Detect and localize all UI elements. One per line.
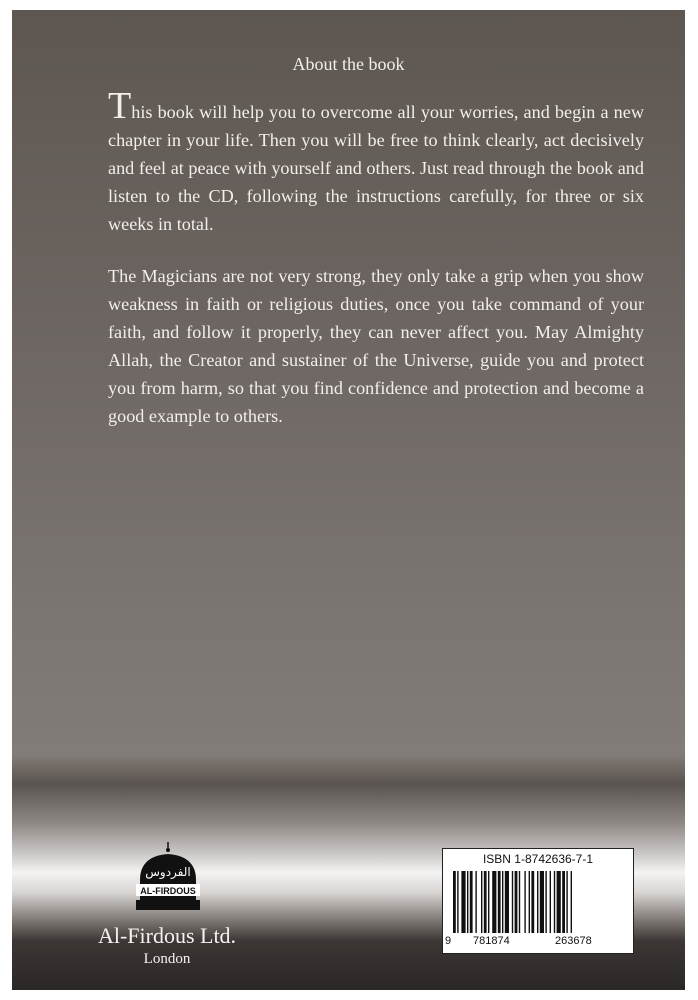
logo-latin: AL-FIRDOUS: [140, 886, 196, 896]
barcode-right-digits: 263678: [555, 935, 592, 947]
publisher-name: Al-Firdous Ltd.: [97, 923, 237, 948]
paragraph-magicians: The Magicians are not very strong, they only take a grip when you show weakness in faith or religious duties, once you take command of your faith, and follow it properly, they can never affect you. May Almighty Allah, the Creator and sustainer of the Universe, guide you and protect you from harm, so that you find confidence and protection and become a good example to others.: [108, 266, 644, 426]
back-cover: [12, 10, 685, 990]
paragraph-intro: [108, 85, 644, 238]
publisher-city: London: [143, 951, 191, 967]
barcode-first-digit: 9: [445, 935, 452, 947]
about-heading: About the book: [292, 54, 405, 74]
isbn-label: ISBN 1-8742636-7-1: [482, 852, 594, 866]
drop-cap: T: [108, 85, 132, 127]
logo-arabic: الفردوس: [145, 865, 191, 879]
barcode-icon: [451, 871, 625, 933]
barcode-left-digits: 781874: [473, 935, 510, 947]
paragraph-intro-text: his book will help you to overcome all your worries, and begin a new chapter in your life. Then you will be free to think clearly, act decisively and feel at peace with yourself and others. Just read through the book and listen to the CD, following the instructions carefully, for three or six weeks in total.: [108, 102, 644, 234]
barcode-panel: [442, 848, 634, 954]
al-firdous-logo: [130, 840, 206, 924]
